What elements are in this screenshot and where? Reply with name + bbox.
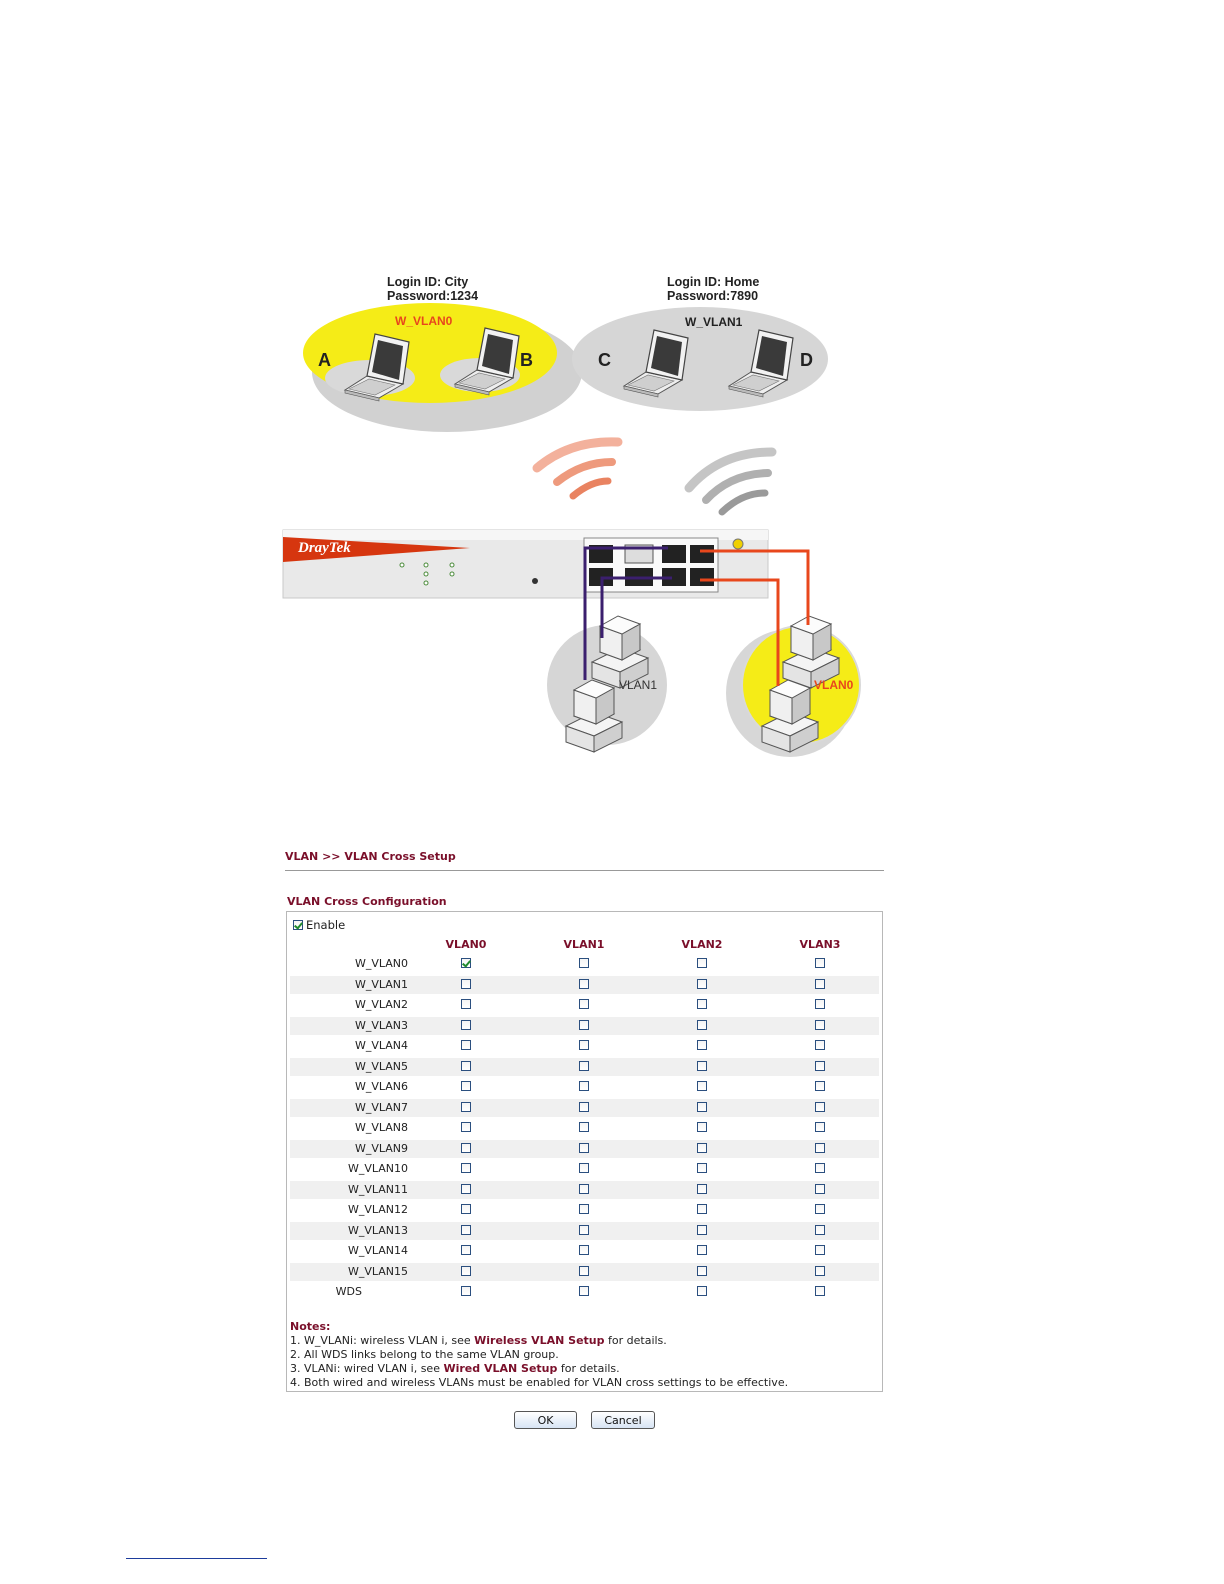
table-row xyxy=(290,1017,879,1035)
group-b-password: Password:7890 xyxy=(667,289,759,303)
table-row xyxy=(290,1201,879,1219)
table-row xyxy=(290,1181,879,1199)
note-1: 1. W_VLANi: wireless VLAN i, see Wireless VLAN Setup for details. xyxy=(290,1334,667,1347)
row-label: W_VLAN15 xyxy=(347,1264,408,1278)
cross-checkbox-vlan0[interactable] xyxy=(461,1204,471,1214)
cross-checkbox-vlan0[interactable] xyxy=(461,1122,471,1132)
table-row xyxy=(290,1058,879,1076)
cross-checkbox-vlan3[interactable] xyxy=(815,1286,825,1296)
cross-checkbox-vlan0[interactable] xyxy=(461,1081,471,1091)
cross-checkbox-vlan0[interactable] xyxy=(461,1286,471,1296)
row-label: W_VLAN10 xyxy=(347,1162,408,1175)
row-label: W_VLAN4 xyxy=(354,1039,408,1052)
enable-toggle[interactable] xyxy=(293,918,345,932)
table-row xyxy=(290,976,879,994)
row-label: W_VLAN12 xyxy=(347,1203,408,1216)
group-b-vlan: W_VLAN1 xyxy=(685,315,743,329)
cross-checkbox-vlan2[interactable] xyxy=(697,1020,707,1030)
row-label: W_VLAN1 xyxy=(354,977,408,991)
cross-checkbox-vlan2[interactable] xyxy=(697,1204,707,1214)
cross-checkbox-vlan2[interactable] xyxy=(697,1040,707,1050)
column-header-vlan1: VLAN1 xyxy=(563,938,605,951)
cross-checkbox-vlan1[interactable] xyxy=(579,1266,589,1276)
column-header-vlan2: VLAN2 xyxy=(681,938,723,951)
cross-checkbox-vlan1[interactable] xyxy=(579,1081,589,1091)
table-row xyxy=(290,1242,879,1260)
cross-checkbox-vlan1[interactable] xyxy=(579,1245,589,1255)
cross-checkbox-vlan1[interactable] xyxy=(579,1020,589,1030)
table-row xyxy=(290,1263,879,1281)
cross-checkbox-vlan0[interactable] xyxy=(461,1040,471,1050)
group-b-login: Login ID: Home xyxy=(667,275,760,289)
cross-checkbox-vlan1[interactable] xyxy=(579,1122,589,1132)
cross-checkbox-vlan1[interactable] xyxy=(579,1163,589,1173)
table-row xyxy=(290,1037,879,1055)
table-row xyxy=(290,955,879,973)
section-title: VLAN Cross Configuration xyxy=(287,895,447,908)
ok-button[interactable]: OK xyxy=(514,1411,577,1429)
row-label: W_VLAN11 xyxy=(347,1182,408,1196)
cross-checkbox-vlan2[interactable] xyxy=(697,999,707,1009)
row-label: W_VLAN5 xyxy=(354,1059,408,1073)
cross-checkbox-vlan1[interactable] xyxy=(579,1204,589,1214)
row-label: W_VLAN7 xyxy=(354,1100,408,1114)
column-header-vlan0: VLAN0 xyxy=(445,938,487,951)
divider xyxy=(285,870,884,871)
brand-logo: DrayTek xyxy=(298,540,351,556)
table-row xyxy=(290,1099,879,1117)
cross-checkbox-vlan2[interactable] xyxy=(697,1081,707,1091)
row-label: W_VLAN14 xyxy=(347,1244,408,1257)
row-label: W_VLAN8 xyxy=(354,1121,408,1134)
cross-checkbox-vlan2[interactable] xyxy=(697,1184,707,1194)
cross-checkbox-vlan0[interactable] xyxy=(461,958,471,968)
cross-checkbox-vlan0[interactable] xyxy=(461,1163,471,1173)
cross-checkbox-vlan2[interactable] xyxy=(697,979,707,989)
row-label: W_VLAN2 xyxy=(354,998,408,1011)
row-label: W_VLAN0 xyxy=(354,957,408,970)
cross-checkbox-vlan0[interactable] xyxy=(461,1143,471,1153)
row-label: WDS xyxy=(335,1285,362,1298)
cancel-button[interactable]: Cancel xyxy=(591,1411,655,1429)
wired-vlan-setup-link[interactable]: Wired VLAN Setup xyxy=(443,1362,558,1375)
cross-checkbox-vlan1[interactable] xyxy=(579,1184,589,1194)
cross-checkbox-vlan3[interactable] xyxy=(815,1204,825,1214)
footnote-rule xyxy=(126,1558,267,1559)
cross-checkbox-vlan3[interactable] xyxy=(815,1184,825,1194)
cross-checkbox-vlan3[interactable] xyxy=(815,1020,825,1030)
cross-checkbox-vlan0[interactable] xyxy=(461,1266,471,1276)
table-row xyxy=(290,1119,879,1137)
cross-checkbox-vlan3[interactable] xyxy=(815,1040,825,1050)
cross-checkbox-vlan3[interactable] xyxy=(815,1163,825,1173)
cross-checkbox-vlan2[interactable] xyxy=(697,1286,707,1296)
table-row xyxy=(290,1140,879,1158)
cross-checkbox-vlan3[interactable] xyxy=(815,1225,825,1235)
table-row xyxy=(290,1222,879,1240)
wireless-vlan-setup-link[interactable]: Wireless VLAN Setup xyxy=(474,1334,605,1347)
cross-checkbox-vlan1[interactable] xyxy=(579,1061,589,1071)
group-a-vlan: W_VLAN0 xyxy=(395,314,453,328)
group-b-right: D xyxy=(800,350,813,370)
row-label: W_VLAN9 xyxy=(354,1141,408,1155)
cross-checkbox-vlan2[interactable] xyxy=(697,1245,707,1255)
group-b-left: C xyxy=(598,350,611,370)
cross-checkbox-vlan3[interactable] xyxy=(815,1245,825,1255)
breadcrumb: VLAN >> VLAN Cross Setup xyxy=(285,850,456,863)
cross-checkbox-vlan3[interactable] xyxy=(815,958,825,968)
cross-checkbox-vlan2[interactable] xyxy=(697,1163,707,1173)
group-a-login: Login ID: City xyxy=(387,275,469,289)
cross-checkbox-vlan2[interactable] xyxy=(697,1102,707,1112)
cross-checkbox-vlan1[interactable] xyxy=(579,958,589,968)
row-label: W_VLAN6 xyxy=(354,1080,408,1093)
cross-checkbox-vlan3[interactable] xyxy=(815,1266,825,1276)
vlan-network-diagram xyxy=(0,0,1224,780)
cross-checkbox-vlan0[interactable] xyxy=(461,979,471,989)
cross-checkbox-vlan2[interactable] xyxy=(697,1266,707,1276)
cross-checkbox-vlan2[interactable] xyxy=(697,1061,707,1071)
cross-checkbox-vlan3[interactable] xyxy=(815,1102,825,1112)
cross-checkbox-vlan1[interactable] xyxy=(579,1040,589,1050)
cross-checkbox-vlan3[interactable] xyxy=(815,1061,825,1071)
table-row xyxy=(290,1160,879,1178)
wired-vlan0-label: VLAN0 xyxy=(814,678,854,692)
row-label: W_VLAN13 xyxy=(347,1223,408,1237)
cross-checkbox-vlan1[interactable] xyxy=(579,1286,589,1296)
cross-checkbox-vlan3[interactable] xyxy=(815,1122,825,1132)
cross-checkbox-vlan1[interactable] xyxy=(579,1225,589,1235)
table-row xyxy=(290,1283,879,1301)
cross-checkbox-vlan2[interactable] xyxy=(697,1122,707,1132)
row-label: W_VLAN3 xyxy=(354,1018,408,1032)
cross-checkbox-vlan0[interactable] xyxy=(461,1225,471,1235)
cross-checkbox-vlan0[interactable] xyxy=(461,1245,471,1255)
cross-checkbox-vlan2[interactable] xyxy=(697,1225,707,1235)
cross-checkbox-vlan3[interactable] xyxy=(815,1081,825,1091)
table-row xyxy=(290,996,879,1014)
cross-checkbox-vlan1[interactable] xyxy=(579,1143,589,1153)
table-row xyxy=(290,1078,879,1096)
cross-checkbox-vlan1[interactable] xyxy=(579,1102,589,1112)
cross-checkbox-vlan2[interactable] xyxy=(697,1143,707,1153)
notes xyxy=(290,1320,788,1390)
cross-checkbox-vlan0[interactable] xyxy=(461,1184,471,1194)
cross-checkbox-vlan3[interactable] xyxy=(815,1143,825,1153)
group-a-right: B xyxy=(520,350,533,370)
column-header-vlan3: VLAN3 xyxy=(799,938,841,951)
cross-checkbox-vlan2[interactable] xyxy=(697,958,707,968)
cross-checkbox-vlan1[interactable] xyxy=(579,999,589,1009)
cross-checkbox-vlan3[interactable] xyxy=(815,999,825,1009)
note-3: 3. VLANi: wired VLAN i, see Wired VLAN Setup for details. xyxy=(290,1362,620,1375)
group-a-left: A xyxy=(318,350,331,370)
note-2: 2. All WDS links belong to the same VLAN group. xyxy=(290,1348,559,1361)
cross-checkbox-vlan3[interactable] xyxy=(815,979,825,989)
cross-checkbox-vlan0[interactable] xyxy=(461,1020,471,1030)
enable-checkbox[interactable] xyxy=(293,920,303,930)
cross-checkbox-vlan0[interactable] xyxy=(461,999,471,1009)
enable-label: Enable xyxy=(306,918,346,932)
wired-vlan1-label: VLAN1 xyxy=(619,678,658,692)
note-4: 4. Both wired and wireless VLANs must be enabled for VLAN cross settings to be effective. xyxy=(290,1376,789,1389)
notes-heading: Notes: xyxy=(290,1320,331,1333)
cross-checkbox-vlan0[interactable] xyxy=(461,1102,471,1112)
cross-checkbox-vlan0[interactable] xyxy=(461,1061,471,1071)
cross-checkbox-vlan1[interactable] xyxy=(579,979,589,989)
group-a-password: Password:1234 xyxy=(387,289,479,303)
